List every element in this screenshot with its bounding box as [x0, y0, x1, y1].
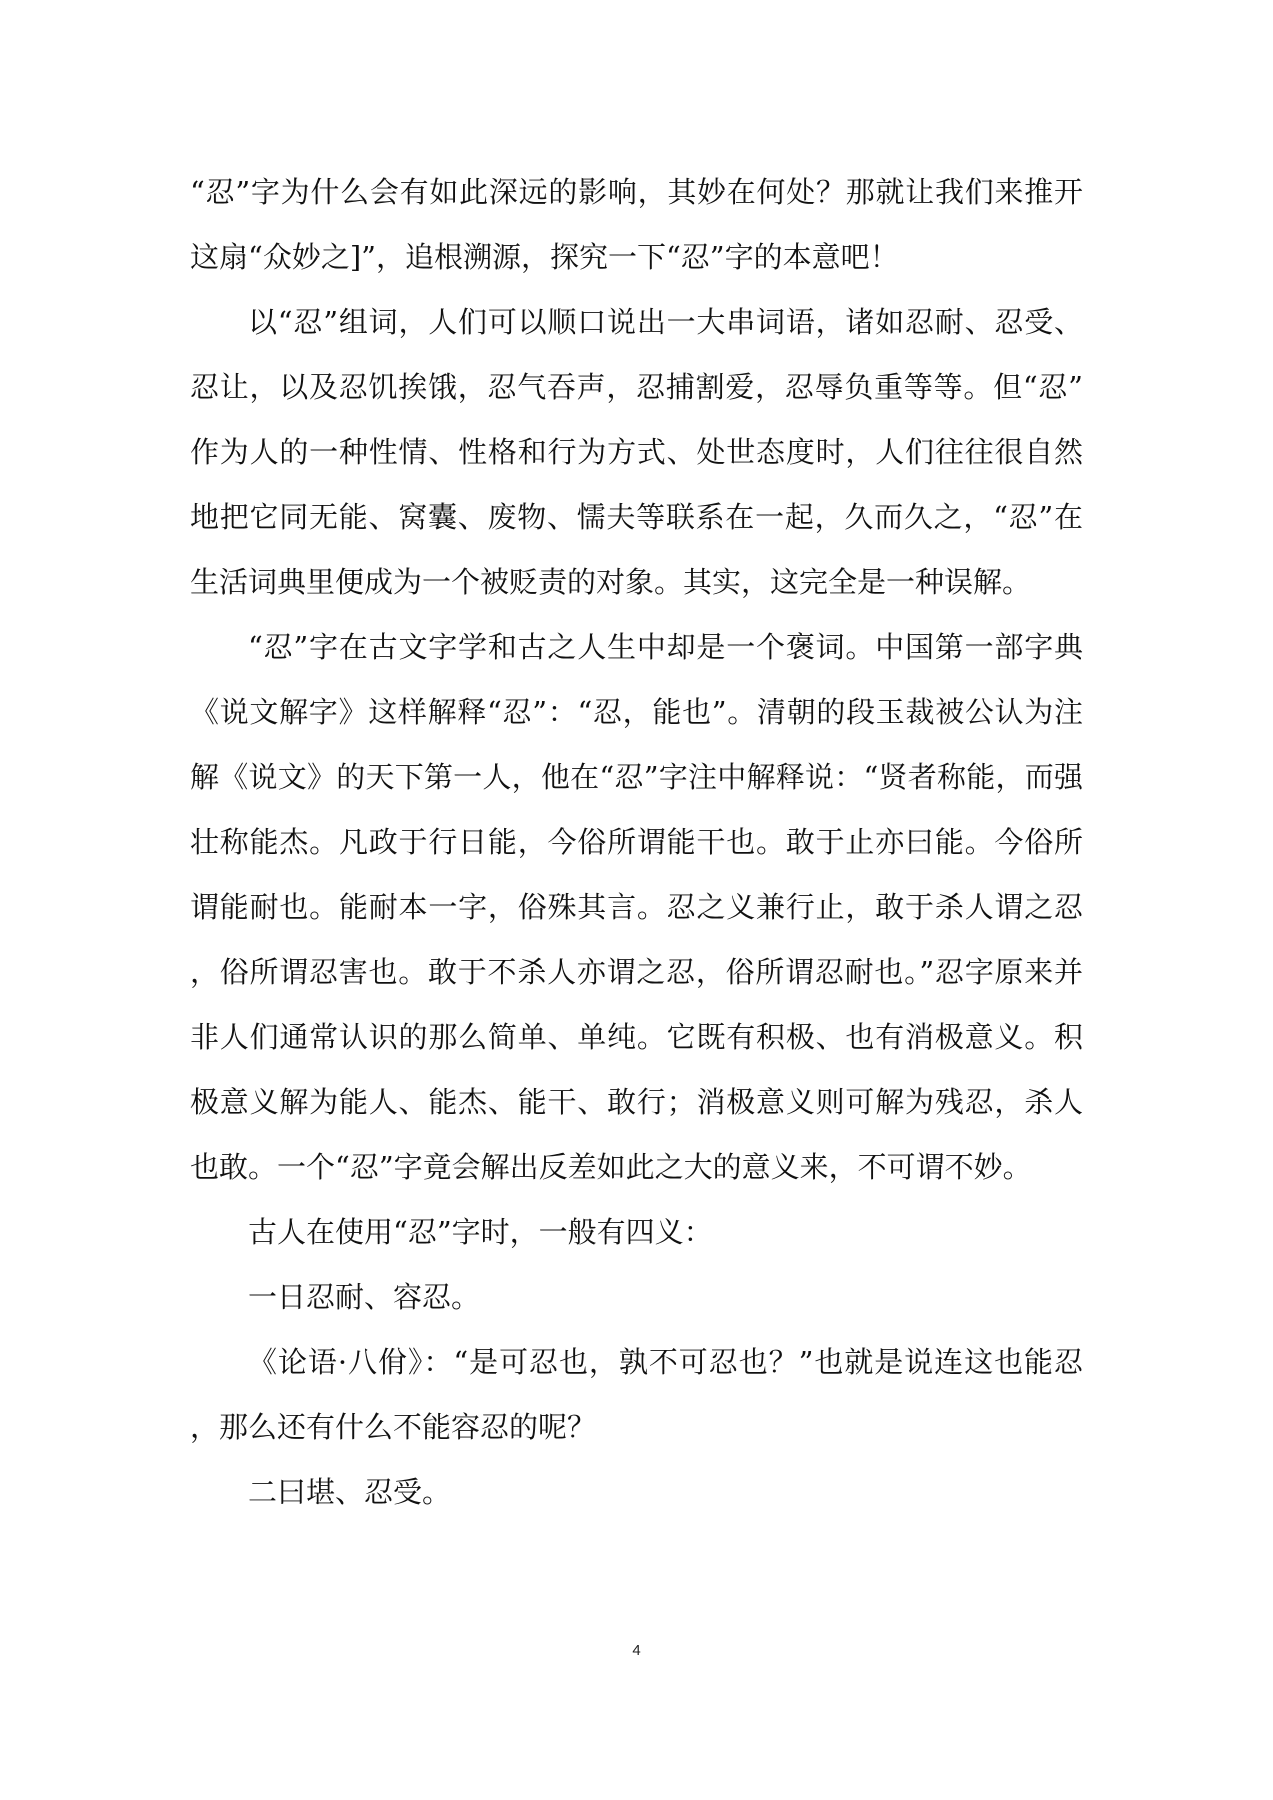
- paragraph-6: 《论语·八佾》：“是可忍也，孰不可忍也？”也就是说连这也能忍，那么还有什么不能容忍的呢？: [190, 1345, 1083, 1444]
- paragraph-1: “忍”字为什么会有如此深远的影响，其妙在何处？那就让我们来推开这扇“众妙之]”，追根溯源，探究一下“忍”字的本意吧！: [190, 175, 1083, 274]
- page-number: 4: [632, 1642, 641, 1659]
- paragraph-4: 古人在使用“忍”字时，一般有四义：: [248, 1215, 713, 1249]
- paragraph-7: 二曰堪、忍受。: [248, 1475, 452, 1509]
- body-text: [190, 160, 1083, 1525]
- paragraph-5: 一日忍耐、容忍。: [248, 1280, 481, 1314]
- paragraph-2: 以“忍”组词，人们可以顺口说出一大串词语，诸如忍耐、忍受、忍让，以及忍饥挨饿，忍气吞声，忍捕割爱，忍辱负重等等。但“忍”作为人的一种性情、性格和行为方式、处世态度时，人们往往很自然地把它同无能、窝囊、废物、懦夫等联系在一起，久而久之，“忍”在生活词典里便成为一个被贬责的对象。其实，这完全是一种误解。: [190, 305, 1083, 599]
- paragraph-3: “忍”字在古文字学和古之人生中却是一个褒词。中国第一部字典《说文解字》这样解释“忍”：“忍，能也”。清朝的段玉裁被公认为注解《说文》的天下第一人，他在“忍”字注中解释说：“贤者称能，而强壮称能杰。凡政于行日能，今俗所谓能干也。敢于止亦曰能。今俗所谓能耐也。能耐本一字，俗殊其言。忍之义兼行止，敢于杀人谓之忍，俗所谓忍害也。敢于不杀人亦谓之忍，俗所谓忍耐也。”忍字原来并非人们通常认识的那么简单、单纯。它既有积极、也有消极意义。积极意义解为能人、能杰、能干、敢行；消极意义则可解为残忍，杀人也敢。一个“忍”字竟会解出反差如此之大的意义来，不可谓不妙。: [190, 630, 1083, 1184]
